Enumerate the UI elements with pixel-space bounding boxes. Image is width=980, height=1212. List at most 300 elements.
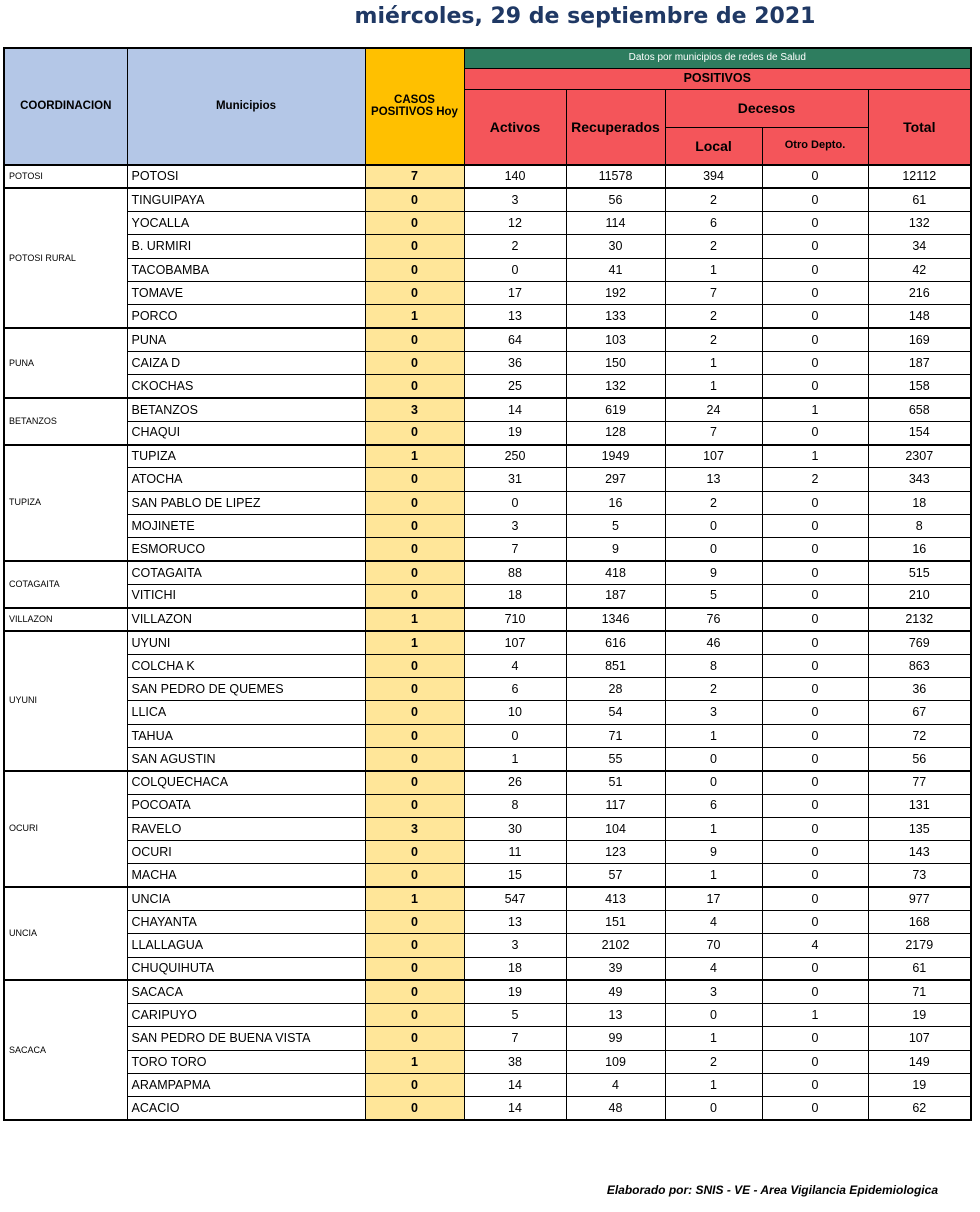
decesos-local-cell: 9 [665,841,762,864]
activos-cell: 0 [464,724,566,747]
activos-cell: 18 [464,957,566,980]
municipio-cell: VILLAZON [127,608,365,631]
table-row [4,911,971,934]
recuperados-cell: 297 [566,468,665,491]
recuperados-cell: 851 [566,654,665,677]
decesos-otro-cell: 2 [762,468,868,491]
activos-cell: 140 [464,165,566,188]
municipio-cell: ESMORUCO [127,538,365,561]
cases-table [3,47,972,1121]
decesos-local-cell: 0 [665,1097,762,1120]
casos-hoy-cell: 3 [365,398,464,421]
municipio-cell: POCOATA [127,794,365,817]
casos-hoy-cell: 1 [365,887,464,910]
total-cell: 135 [868,817,971,840]
casos-hoy-cell: 0 [365,421,464,444]
recuperados-cell: 187 [566,584,665,607]
recuperados-cell: 99 [566,1027,665,1050]
coordinacion-cell: UNCIA [4,887,127,980]
coordinacion-cell: UYUNI [4,631,127,771]
coordinacion-cell: POTOSI RURAL [4,188,127,328]
total-cell: 769 [868,631,971,654]
recuperados-cell: 30 [566,235,665,258]
decesos-otro-cell: 0 [762,724,868,747]
recuperados-cell: 123 [566,841,665,864]
table-row [4,561,971,584]
decesos-local-cell: 1 [665,817,762,840]
casos-hoy-cell: 0 [365,375,464,398]
activos-cell: 19 [464,421,566,444]
recuperados-cell: 54 [566,701,665,724]
activos-cell: 19 [464,980,566,1003]
activos-cell: 2 [464,235,566,258]
activos-cell: 7 [464,538,566,561]
recuperados-cell: 109 [566,1050,665,1073]
decesos-local-cell: 1 [665,351,762,374]
decesos-local-cell: 2 [665,188,762,211]
table-row [4,514,971,537]
municipio-cell: LLICA [127,701,365,724]
recuperados-cell: 117 [566,794,665,817]
coordinacion-cell: TUPIZA [4,445,127,561]
casos-hoy-cell: 0 [365,934,464,957]
decesos-otro-cell: 0 [762,747,868,770]
municipio-cell: BETANZOS [127,398,365,421]
header-positivos: POSITIVOS [464,68,971,89]
activos-cell: 6 [464,678,566,701]
activos-cell: 36 [464,351,566,374]
recuperados-cell: 55 [566,747,665,770]
decesos-otro-cell: 0 [762,212,868,235]
table-row [4,957,971,980]
activos-cell: 17 [464,281,566,304]
coordinacion-cell: OCURI [4,771,127,887]
casos-hoy-cell: 0 [365,351,464,374]
table-row [4,701,971,724]
activos-cell: 8 [464,794,566,817]
casos-hoy-cell: 0 [365,491,464,514]
casos-hoy-cell: 0 [365,584,464,607]
casos-hoy-cell: 0 [365,771,464,794]
casos-hoy-cell: 0 [365,1074,464,1097]
table-row [4,538,971,561]
total-cell: 73 [868,864,971,887]
decesos-otro-cell: 0 [762,375,868,398]
total-cell: 343 [868,468,971,491]
table-row [4,724,971,747]
table-row [4,654,971,677]
recuperados-cell: 413 [566,887,665,910]
casos-hoy-cell: 0 [365,538,464,561]
table-row [4,375,971,398]
casos-hoy-cell: 0 [365,957,464,980]
header-datos: Datos por municipios de redes de Salud [464,48,971,68]
recuperados-cell: 56 [566,188,665,211]
table-row [4,771,971,794]
decesos-local-cell: 76 [665,608,762,631]
decesos-otro-cell: 0 [762,911,868,934]
table-row [4,1004,971,1027]
decesos-otro-cell: 0 [762,328,868,351]
decesos-local-cell: 0 [665,747,762,770]
municipio-cell: CAIZA D [127,351,365,374]
activos-cell: 107 [464,631,566,654]
table-row [4,468,971,491]
municipio-cell: TACOBAMBA [127,258,365,281]
table-row [4,212,971,235]
report-date-title: miércoles, 29 de septiembre de 2021 [354,4,816,29]
municipio-cell: RAVELO [127,817,365,840]
recuperados-cell: 150 [566,351,665,374]
table-row [4,351,971,374]
casos-hoy-cell: 1 [365,631,464,654]
total-cell: 16 [868,538,971,561]
recuperados-cell: 71 [566,724,665,747]
municipio-cell: CHAQUI [127,421,365,444]
decesos-otro-cell: 0 [762,631,868,654]
total-cell: 19 [868,1004,971,1027]
recuperados-cell: 28 [566,678,665,701]
decesos-otro-cell: 0 [762,887,868,910]
municipio-cell: CHAYANTA [127,911,365,934]
activos-cell: 250 [464,445,566,468]
municipio-cell: CHUQUIHUTA [127,957,365,980]
total-cell: 19 [868,1074,971,1097]
decesos-local-cell: 0 [665,771,762,794]
municipio-cell: TAHUA [127,724,365,747]
total-cell: 8 [868,514,971,537]
casos-hoy-cell: 0 [365,794,464,817]
casos-hoy-cell: 0 [365,328,464,351]
total-cell: 149 [868,1050,971,1073]
table-row [4,1050,971,1073]
recuperados-cell: 39 [566,957,665,980]
recuperados-cell: 57 [566,864,665,887]
municipio-cell: ARAMPAPMA [127,1074,365,1097]
table-row [4,328,971,351]
decesos-local-cell: 1 [665,258,762,281]
table-row [4,165,971,188]
decesos-otro-cell: 0 [762,165,868,188]
table-body [4,165,971,1120]
municipio-cell: UYUNI [127,631,365,654]
municipio-cell: ATOCHA [127,468,365,491]
table-row [4,887,971,910]
table-row [4,188,971,211]
municipio-cell: SAN PEDRO DE QUEMES [127,678,365,701]
coordinacion-cell: BETANZOS [4,398,127,445]
casos-hoy-cell: 1 [365,305,464,328]
decesos-otro-cell: 0 [762,1050,868,1073]
activos-cell: 547 [464,887,566,910]
decesos-otro-cell: 0 [762,841,868,864]
activos-cell: 3 [464,934,566,957]
total-cell: 154 [868,421,971,444]
total-cell: 168 [868,911,971,934]
activos-cell: 31 [464,468,566,491]
municipio-cell: COLQUECHACA [127,771,365,794]
municipio-cell: PUNA [127,328,365,351]
casos-hoy-cell: 0 [365,724,464,747]
total-cell: 216 [868,281,971,304]
casos-hoy-cell: 0 [365,911,464,934]
table-row [4,235,971,258]
total-cell: 61 [868,188,971,211]
recuperados-cell: 11578 [566,165,665,188]
decesos-local-cell: 9 [665,561,762,584]
casos-hoy-cell: 0 [365,1027,464,1050]
recuperados-cell: 41 [566,258,665,281]
casos-hoy-cell: 1 [365,445,464,468]
total-cell: 148 [868,305,971,328]
recuperados-cell: 616 [566,631,665,654]
casos-hoy-cell: 0 [365,864,464,887]
recuperados-cell: 2102 [566,934,665,957]
recuperados-cell: 133 [566,305,665,328]
activos-cell: 14 [464,1074,566,1097]
municipio-cell: SACACA [127,980,365,1003]
total-cell: 143 [868,841,971,864]
municipio-cell: UNCIA [127,887,365,910]
decesos-otro-cell: 0 [762,561,868,584]
municipio-cell: TORO TORO [127,1050,365,1073]
decesos-otro-cell: 0 [762,281,868,304]
total-cell: 2132 [868,608,971,631]
municipio-cell: COTAGAITA [127,561,365,584]
decesos-local-cell: 5 [665,584,762,607]
total-cell: 67 [868,701,971,724]
table-row [4,934,971,957]
table-row [4,305,971,328]
decesos-local-cell: 1 [665,864,762,887]
coordinacion-cell: VILLAZON [4,608,127,631]
header-local: Local [665,127,762,165]
activos-cell: 14 [464,1097,566,1120]
municipio-cell: TOMAVE [127,281,365,304]
table-row [4,1027,971,1050]
table-row [4,794,971,817]
table-row [4,817,971,840]
recuperados-cell: 16 [566,491,665,514]
municipio-cell: SAN AGUSTIN [127,747,365,770]
header-municipios: Municipios [127,48,365,165]
decesos-otro-cell: 0 [762,980,868,1003]
decesos-otro-cell: 0 [762,1027,868,1050]
casos-hoy-cell: 7 [365,165,464,188]
casos-hoy-cell: 1 [365,1050,464,1073]
casos-hoy-cell: 0 [365,188,464,211]
decesos-local-cell: 6 [665,794,762,817]
casos-hoy-cell: 0 [365,678,464,701]
decesos-otro-cell: 1 [762,1004,868,1027]
municipio-cell: CARIPUYO [127,1004,365,1027]
table-row [4,1074,971,1097]
casos-hoy-cell: 3 [365,817,464,840]
activos-cell: 88 [464,561,566,584]
decesos-otro-cell: 0 [762,258,868,281]
municipio-cell: POTOSI [127,165,365,188]
municipio-cell: CKOCHAS [127,375,365,398]
footer-credit: Elaborado por: SNIS - VE - Area Vigilancia Epidemiologica [606,1183,938,1197]
activos-cell: 15 [464,864,566,887]
activos-cell: 7 [464,1027,566,1050]
decesos-local-cell: 6 [665,212,762,235]
decesos-local-cell: 0 [665,514,762,537]
total-cell: 72 [868,724,971,747]
table-row [4,678,971,701]
total-cell: 187 [868,351,971,374]
table-row [4,584,971,607]
decesos-otro-cell: 0 [762,351,868,374]
total-cell: 2307 [868,445,971,468]
casos-hoy-cell: 0 [365,1004,464,1027]
municipio-cell: VITICHI [127,584,365,607]
decesos-otro-cell: 0 [762,538,868,561]
municipio-cell: LLALLAGUA [127,934,365,957]
decesos-otro-cell: 0 [762,654,868,677]
header-decesos: Decesos [665,89,868,127]
table-row [4,491,971,514]
municipio-cell: TUPIZA [127,445,365,468]
casos-hoy-cell: 0 [365,701,464,724]
table-row [4,608,971,631]
total-cell: 34 [868,235,971,258]
coordinacion-cell: POTOSI [4,165,127,188]
decesos-otro-cell: 0 [762,864,868,887]
decesos-otro-cell: 0 [762,794,868,817]
casos-hoy-cell: 1 [365,608,464,631]
total-cell: 18 [868,491,971,514]
decesos-local-cell: 17 [665,887,762,910]
decesos-otro-cell: 0 [762,421,868,444]
recuperados-cell: 5 [566,514,665,537]
casos-hoy-cell: 0 [365,281,464,304]
decesos-otro-cell: 0 [762,771,868,794]
decesos-otro-cell: 1 [762,398,868,421]
table-row [4,421,971,444]
recuperados-cell: 51 [566,771,665,794]
recuperados-cell: 103 [566,328,665,351]
activos-cell: 25 [464,375,566,398]
total-cell: 210 [868,584,971,607]
decesos-otro-cell: 0 [762,678,868,701]
casos-hoy-cell: 0 [365,841,464,864]
recuperados-cell: 13 [566,1004,665,1027]
recuperados-cell: 619 [566,398,665,421]
table-row [4,980,971,1003]
decesos-local-cell: 1 [665,1074,762,1097]
casos-hoy-cell: 0 [365,235,464,258]
total-cell: 77 [868,771,971,794]
casos-hoy-cell: 0 [365,514,464,537]
total-cell: 71 [868,980,971,1003]
municipio-cell: B. URMIRI [127,235,365,258]
header-coordinacion: COORDINACION [4,48,127,165]
decesos-local-cell: 0 [665,1004,762,1027]
casos-hoy-cell: 0 [365,654,464,677]
decesos-local-cell: 70 [665,934,762,957]
table-row [4,841,971,864]
decesos-local-cell: 1 [665,375,762,398]
decesos-local-cell: 24 [665,398,762,421]
recuperados-cell: 104 [566,817,665,840]
decesos-otro-cell: 0 [762,608,868,631]
decesos-otro-cell: 0 [762,305,868,328]
decesos-local-cell: 2 [665,491,762,514]
recuperados-cell: 114 [566,212,665,235]
coordinacion-cell: COTAGAITA [4,561,127,608]
decesos-local-cell: 7 [665,281,762,304]
table-row [4,445,971,468]
decesos-local-cell: 2 [665,305,762,328]
recuperados-cell: 49 [566,980,665,1003]
casos-hoy-cell: 0 [365,980,464,1003]
decesos-otro-cell: 0 [762,701,868,724]
municipio-cell: PORCO [127,305,365,328]
municipio-cell: TINGUIPAYA [127,188,365,211]
table-row [4,281,971,304]
header-casos-hoy: CASOS POSITIVOS Hoy [365,48,464,165]
total-cell: 12112 [868,165,971,188]
recuperados-cell: 418 [566,561,665,584]
activos-cell: 26 [464,771,566,794]
total-cell: 658 [868,398,971,421]
table-row [4,747,971,770]
activos-cell: 5 [464,1004,566,1027]
recuperados-cell: 151 [566,911,665,934]
table-row [4,631,971,654]
decesos-local-cell: 4 [665,957,762,980]
decesos-otro-cell: 0 [762,584,868,607]
total-cell: 863 [868,654,971,677]
decesos-otro-cell: 0 [762,188,868,211]
recuperados-cell: 9 [566,538,665,561]
recuperados-cell: 132 [566,375,665,398]
decesos-local-cell: 2 [665,1050,762,1073]
total-cell: 131 [868,794,971,817]
activos-cell: 13 [464,305,566,328]
decesos-otro-cell: 0 [762,1074,868,1097]
activos-cell: 10 [464,701,566,724]
municipio-cell: SAN PABLO DE LIPEZ [127,491,365,514]
table-row [4,398,971,421]
decesos-local-cell: 1 [665,1027,762,1050]
decesos-local-cell: 1 [665,724,762,747]
decesos-otro-cell: 0 [762,514,868,537]
decesos-local-cell: 2 [665,235,762,258]
activos-cell: 38 [464,1050,566,1073]
activos-cell: 3 [464,514,566,537]
recuperados-cell: 128 [566,421,665,444]
municipio-cell: YOCALLA [127,212,365,235]
total-cell: 62 [868,1097,971,1120]
total-cell: 515 [868,561,971,584]
decesos-local-cell: 2 [665,678,762,701]
table-row [4,258,971,281]
recuperados-cell: 1346 [566,608,665,631]
activos-cell: 4 [464,654,566,677]
decesos-local-cell: 7 [665,421,762,444]
decesos-otro-cell: 0 [762,235,868,258]
total-cell: 36 [868,678,971,701]
decesos-otro-cell: 0 [762,1097,868,1120]
casos-hoy-cell: 0 [365,258,464,281]
decesos-local-cell: 3 [665,980,762,1003]
activos-cell: 13 [464,911,566,934]
municipio-cell: COLCHA K [127,654,365,677]
coordinacion-cell: SACACA [4,980,127,1120]
total-cell: 61 [868,957,971,980]
